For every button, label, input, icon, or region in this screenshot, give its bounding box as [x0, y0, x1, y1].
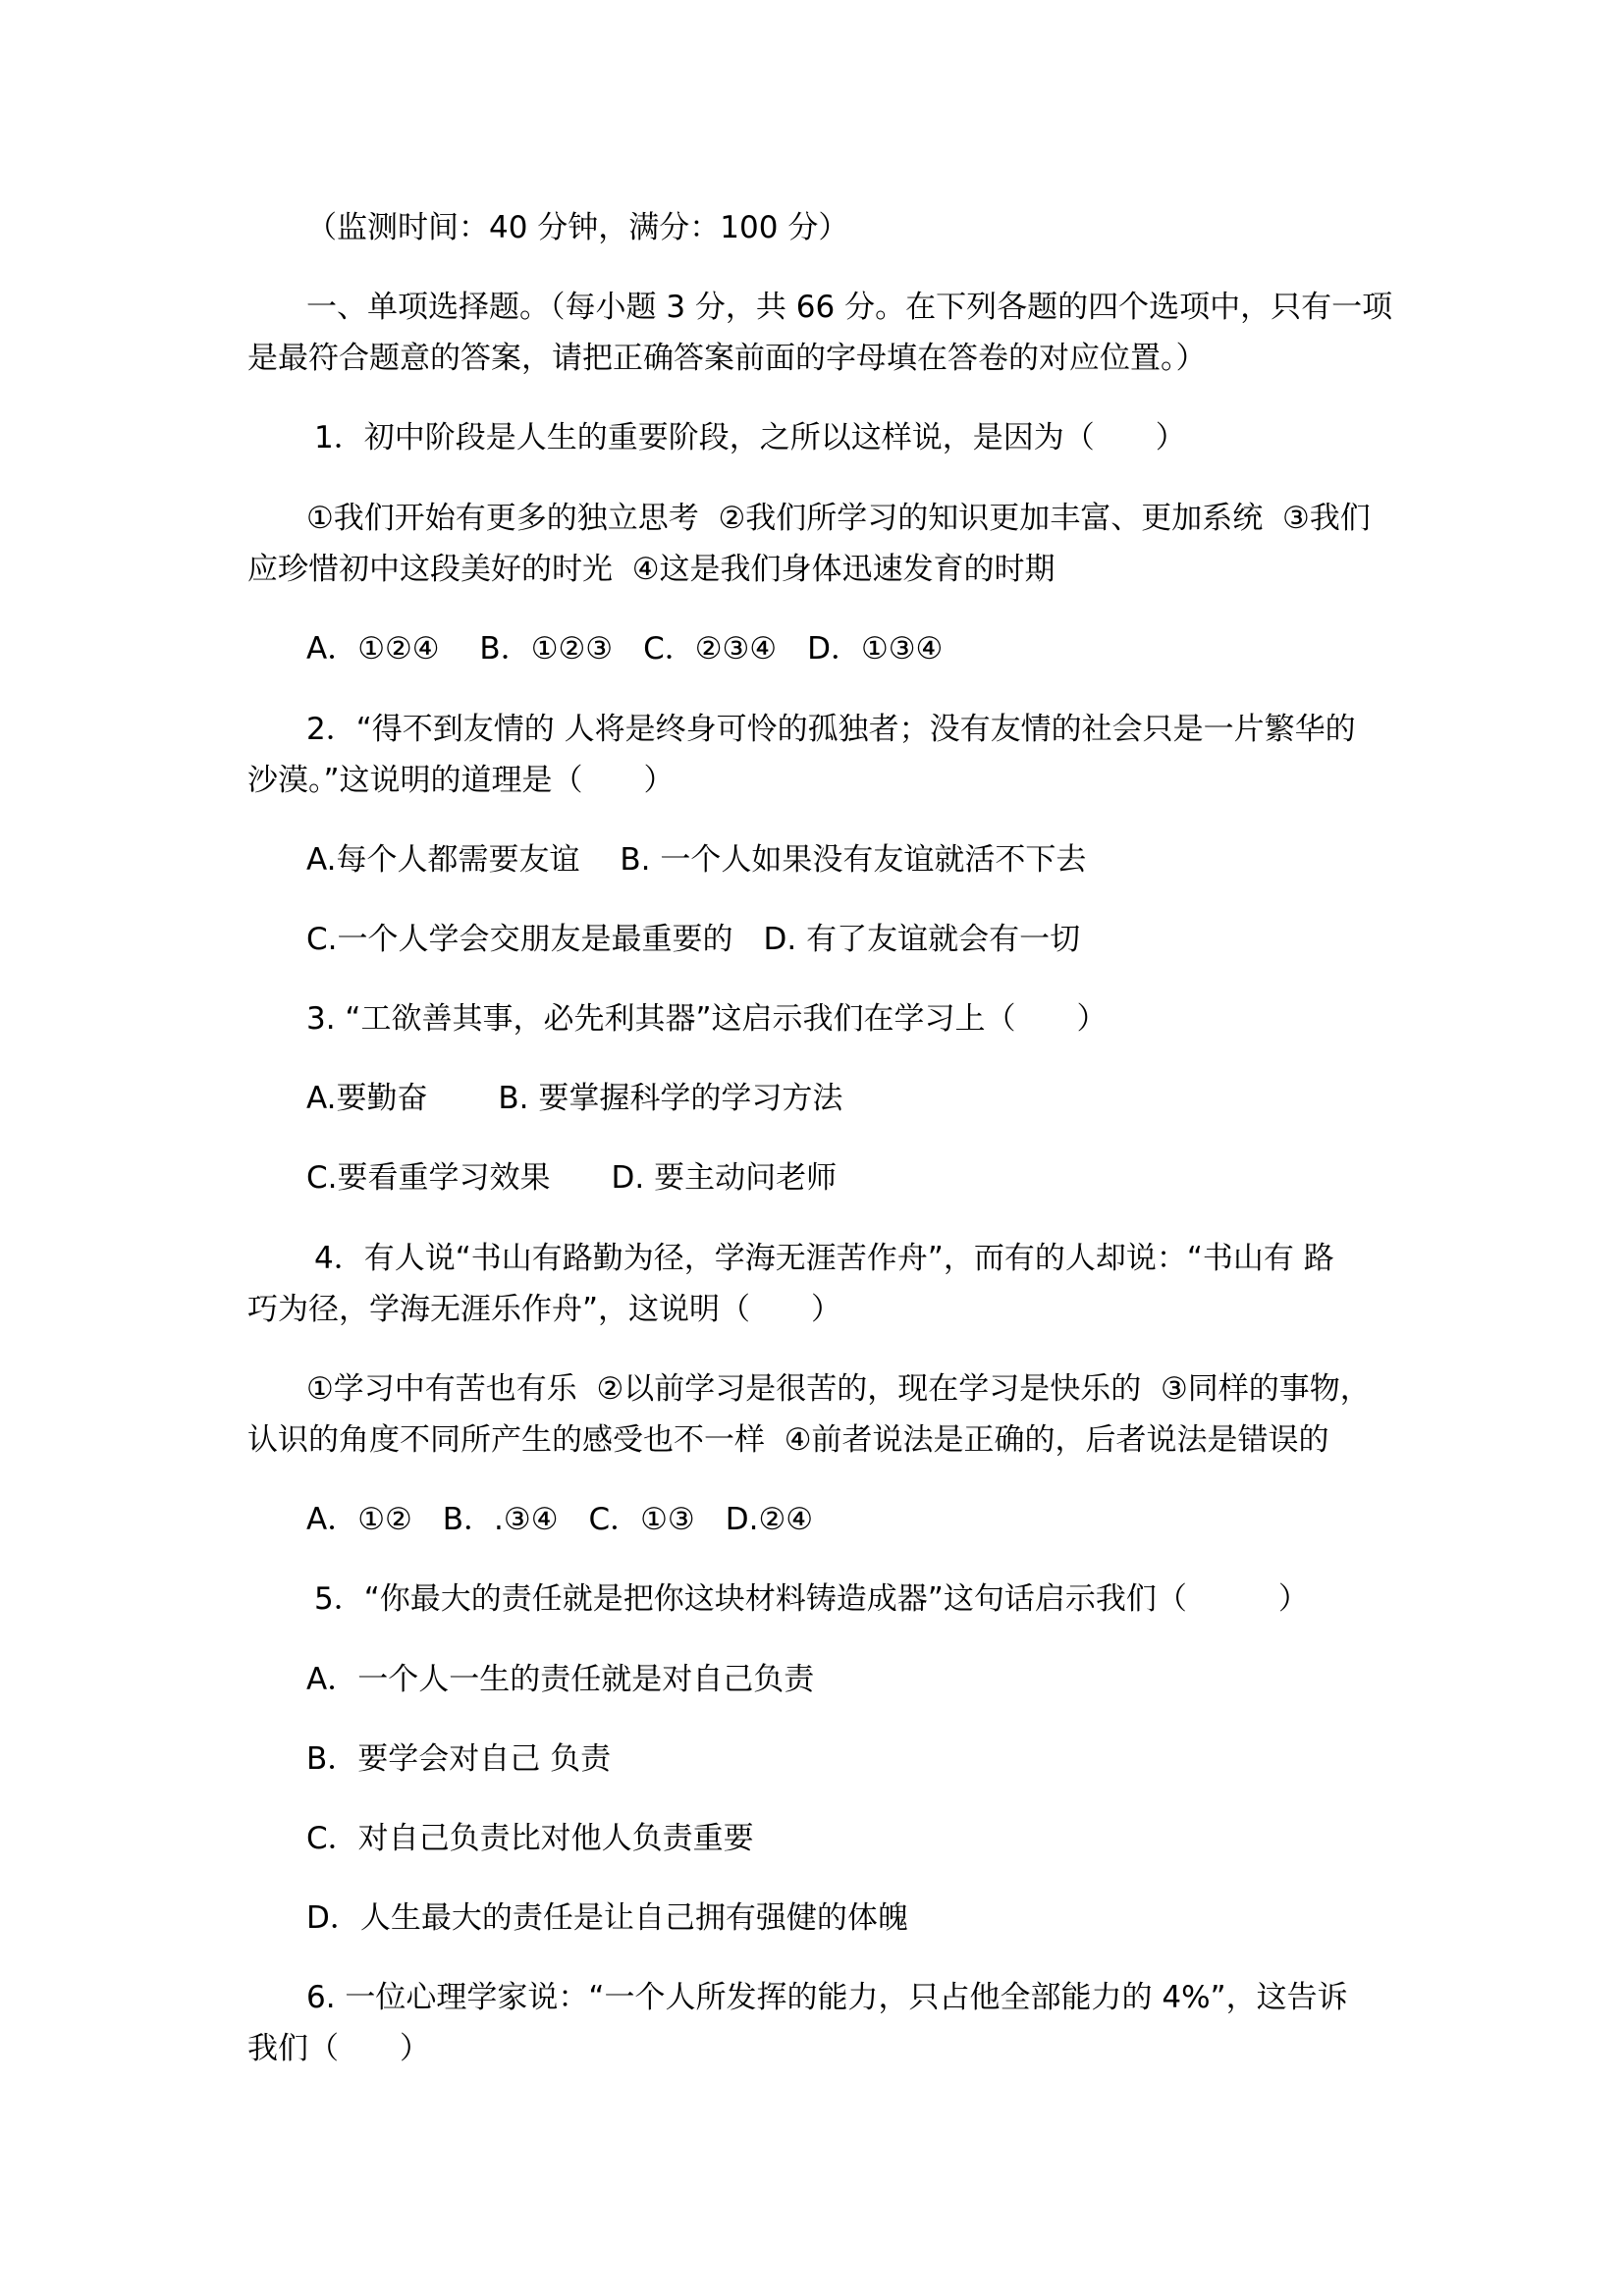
question-2-options-line1: A.每个人都需要友谊 B. 一个人如果没有友谊就活不下去 — [306, 842, 1087, 878]
question-4-options: A．①② B．.③④ C．①③ D.②④ — [306, 1502, 814, 1537]
question-5-option-b: B．要学会对自己 负责 — [306, 1741, 612, 1777]
question-6-stem-line1: 6. 一位心理学家说：“一个人所发挥的能力，只占他全部能力的 4%”，这告诉 — [306, 1980, 1348, 2015]
question-5-option-a: A．一个人一生的责任就是对自己负责 — [306, 1662, 815, 1697]
question-3-options-line1: A.要勤奋 B. 要掌握科学的学习方法 — [306, 1081, 843, 1116]
section-instruction-line2: 是最符合题意的答案，请把正确答案前面的字母填在答卷的对应位置。） — [247, 341, 1207, 376]
question-4-stem-line2: 巧为径，学海无涯乐作舟”，这说明（ ） — [247, 1292, 842, 1327]
question-4-statement-line1: ①学习中有苦也有乐 ②以前学习是很苦的，现在学习是快乐的 ③同样的事物， — [306, 1371, 1371, 1407]
question-2-options-line2: C.一个人学会交朋友是最重要的 D. 有了友谊就会有一切 — [306, 922, 1081, 957]
question-5-option-d: D．人生最大的责任是让自己拥有强健的体魄 — [306, 1900, 908, 1936]
question-1-statement-line2: 应珍惜初中这段美好的时光 ④这是我们身体迅速发育的时期 — [247, 552, 1056, 587]
question-1-stem: 1．初中阶段是人生的重要阶段，之所以这样说，是因为（ ） — [314, 420, 1186, 455]
question-1-statement-line1: ①我们开始有更多的独立思考 ②我们所学习的知识更加丰富、更加系统 ③我们 — [306, 501, 1371, 536]
question-4-stem-line1: 4．有人说“书山有路勤为径，学海无涯苦作舟”，而有的人却说：“书山有 路 — [314, 1241, 1334, 1276]
question-4-statement-line2: 认识的角度不同所产生的感受也不一样 ④前者说法是正确的，后者说法是错误的 — [247, 1422, 1329, 1458]
question-3-stem: 3. “工欲善其事，必先利其器”这启示我们在学习上（ ） — [306, 1001, 1108, 1037]
question-2-stem-line1: 2．“得不到友情的 人将是终身可怜的孤独者；没有友情的社会只是一片繁华的 — [306, 712, 1356, 747]
question-6-stem-line2: 我们（ ） — [247, 2031, 430, 2066]
section-instruction-line1: 一、单项选择题。（每小题 3 分，共 66 分。在下列各题的四个选项中，只有一项 — [306, 290, 1393, 325]
question-2-stem-line2: 沙漠。”这说明的道理是（ ） — [247, 763, 675, 798]
question-1-options: A．①②④ B．①②③ C．②③④ D．①③④ — [306, 631, 944, 667]
question-5-stem: 5．“你最大的责任就是把你这块材料铸造成器”这句话启示我们（ ） — [314, 1581, 1309, 1617]
question-5-option-c: C．对自己负责比对他人负责重要 — [306, 1821, 754, 1856]
question-3-options-line2: C.要看重学习效果 D. 要主动问老师 — [306, 1160, 838, 1196]
exam-info: （监测时间：40 分钟，满分：100 分） — [306, 210, 849, 245]
